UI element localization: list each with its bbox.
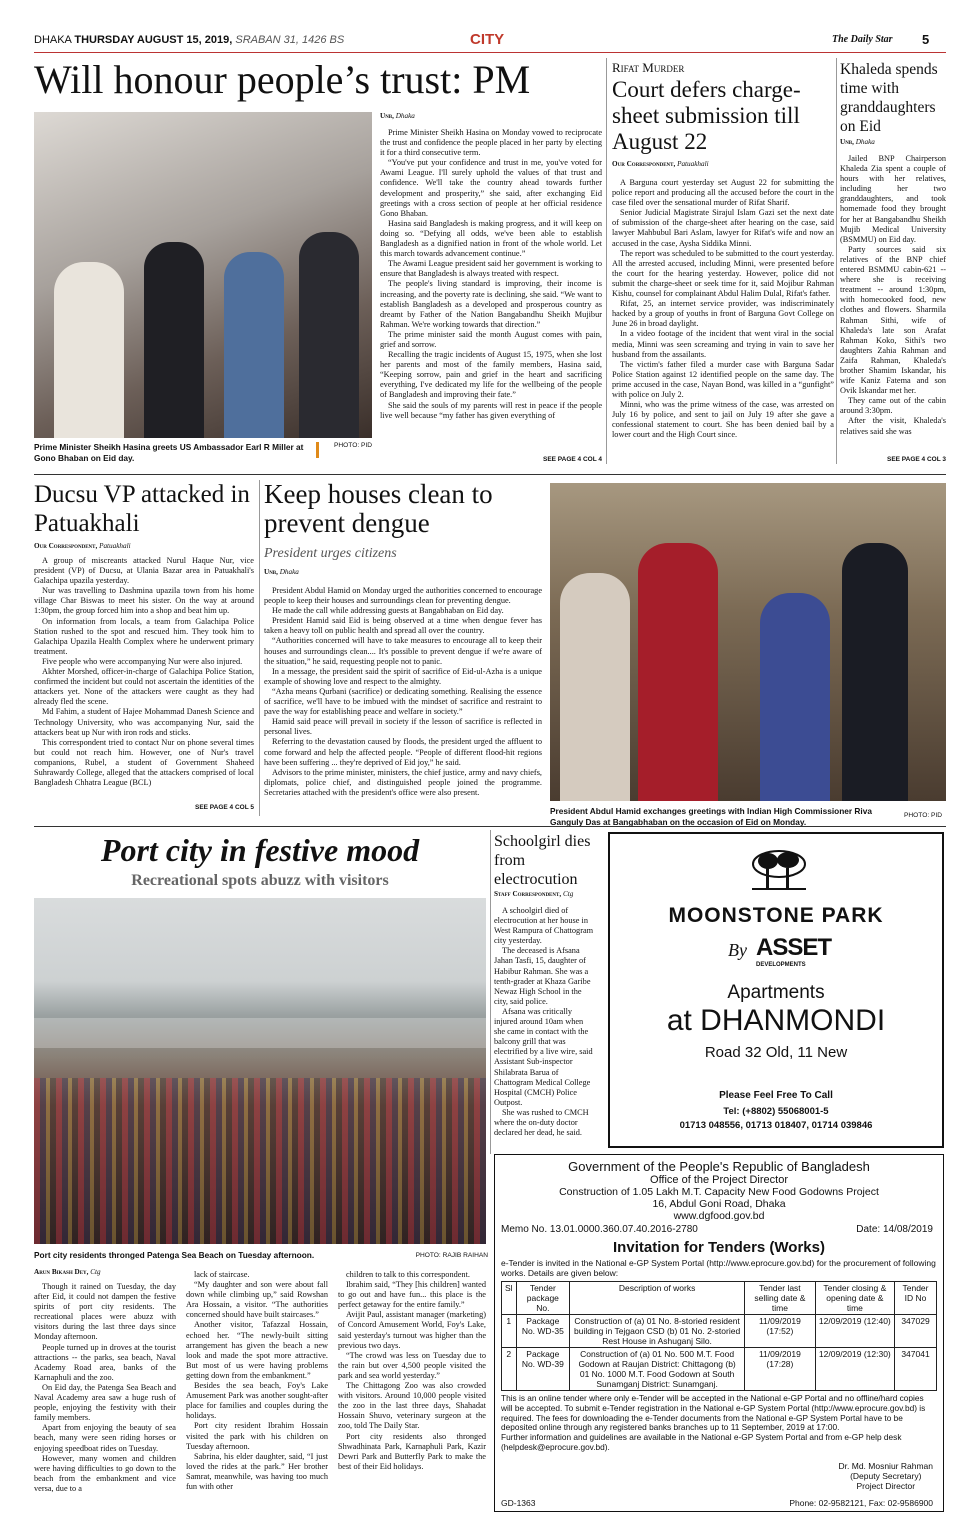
tender-gov: Government of the People's Republic of Bangladesh [568,1159,870,1174]
khaleda-jump: SEE PAGE 4 COL 3 [886,456,946,463]
rifat-byline: Our Correspondent, Patuakhali [612,160,709,168]
ad-tel: Tel: (+8802) 55068001-5 [723,1106,829,1117]
masthead-date: THURSDAY AUGUST 15, 2019, [74,34,233,46]
tender-signer-title: (Deputy Secretary) [850,1471,922,1481]
president-photo [550,483,946,801]
tender-memo: Memo No. 13.01.0000.360.07.40.2016-2780 [501,1224,698,1235]
column-rule [606,58,607,464]
dengue-subhead: President urges citizens [264,546,397,561]
port-body-col3: children to talk to this correspondent. Ibrahim said, “They [his children] wanted to go out and have fun... this place is the perfect getaway for the entire family.” Avijit Paul, assistant manager (marketing) of Concord Amusement World, Foy's Lake, said yesterday's turnout was higher than the previous two days. “The crowd was less on Tuesday due to the rain but over 4,500 people visited the park and sea world yesterday.” The Chittagong Zoo was also crowded with visitors. Around 10,000 people visited the zoo in the last three days, Shahadat Hossain Shuvo, veterinary surgeon at the zoo, told The Daily Star. Port city residents also thronged Shwadhinata Park, Karnaphuli Park, Kazir Dewri Park and Butterfly Park to make the best of their Eid holidays. [338,1270,486,1471]
tender-further: Further information and guidelines are available in the National e-GP System Portal and from e-GP help desk (helpdesk@eprocure.gov.bd). [501,1432,902,1452]
tender-signer: Dr. Md. Mosniur Rahman [838,1461,933,1471]
tender-signature [839,1461,933,1491]
pm-body: Prime Minister Sheikh Hasina on Monday vowed to reciprocate the trust and confidence the people placed in her party by electing it for a third consecutive term. “You've put your confidence and trust in me, you've voted for Awami League. I'll surely uphold the values of that trust and confidence. We'll take the country ahead towards further development and prosperity,” she said, after exchanging Eid greetings with a cross section of people at her official residence Gono Bhaban. Hasina said Bangladesh is making progress, and it will keep on doing so. “Defying all odds, we've been able to establish Bangladesh as a dignified nation in front of the whole world. Let this march towards advancement continue.” The Awami League president said her government is working to ensure that Bangladesh is always treated with respect. The people's living standard is improving, their income is increasing, and the poverty rate is declining, she said. “We want to establish Bangladesh as a developed and prosperous country as dreamt by Father of the Nation Bangabandhu Sheikh Mujibur Rahman. We're working towards that direction.” The prime minister said the month August comes with pain, grief and sorrow. Recalling the tragic incidents of August 15, 1975, when she lost her parents and most of the family members, Hasina said, “Keeping sorrow, pain and grief in the heart and sacrificing everything, I've dedicated my life for the wellbeing of the people of Bangladesh and improving their fate.” She said the souls of my parents will rest in peace if the people live well because “my father has given everything of [380,128,602,420]
column-rule [836,58,837,464]
header-description: Description of works [570,1282,745,1315]
schoolgirl-byline: Staff Correspondent, Ctg [494,890,574,898]
ducsu-byline: Our Correspondent, Patuakhali [34,542,131,550]
pm-photo-credit: PHOTO: PID [334,442,372,449]
masthead-rule [34,52,946,53]
ad-developer: ASSET [756,934,832,961]
ad-by: By [728,940,747,960]
ad-line2: at DHANMONDI [666,1004,886,1037]
pm-photo-caption: Prime Minister Sheikh Hasina greets US Ambassador Earl R Miller at Gono Bhaban on Eid day. [34,442,304,463]
dengue-body: President Abdul Hamid on Monday urged the authorities concerned to encourage people to keep their houses and surroundings clean for preventing dengue. He made the call while addressing guests at Bangabhaban on Eid day. President Hamid said Eid is being observed at a time when dengue fever has taken a heavy toll on public health and spread all over the country. “Authorities concerned will have to take measures to encourage all to keep their houses and surroundings clean.... It's possible to prevent dengue if we're aware of the situation,” he said, requesting people not to panic. In a message, the president said the spirit of sacrifice of Eid-ul-Azha is a unique example of showing love and respect to the almighty. “Azha means Qurbani (sacrifice) or dedicating something. Realising the essence of sacrifice, we'll have to be imbued with the mindset of sacrifice and restraint to pave the way for establishing peace and welfare in society.” Hamid said peace will prevail in society if the lesson of sacrifice is reflected in personal lives. Referring to the devastation caused by floods, the president urged the affluent to come forward and help the affected people. “People of different flood-hit regions have been suffering ... they're deprived of Eid joy,” he said. Advisors to the prime minister, ministers, the chief justice, army and navy chiefs, diplomats, police chief, and distinguished people joined the programme. Secretaries attached with the president's office were also present. [264,586,542,797]
table-row: 2 Package No. WD-39 Construction of (a) 01 No. 500 M.T. Food Godown at Raujan District: Chittagong (b) 01 No. 1000 M.T. Food Godown at South Sunamganj District: Sunamganj. 11/09/2019 (17:28) 12/09/2019 (12:30) 347041 [502,1348,937,1391]
tender-signer-role: Project Director [856,1481,916,1491]
paper-logo: The Daily Star [832,34,893,45]
pm-photo [34,112,372,438]
rifat-body: A Barguna court yesterday set August 22 for submitting the police report and producing all the accused before the court in the case filed over the sensational murder of Rifat Sharif. Senior Judicial Magistrate Sirajul Islam Gazi set the next date of submission of the charge-sheet after hearing on the case, said lawyer Mahbubul Bari Aslam, lawyer for Rifat's wife and now an accused in the case, Aysha Siddika Minni. The report was scheduled to be submitted to the court yesterday. All the arrested accused, including Minni, were presented before the court for the hearing yesterday. However, police did not submit the charge-sheet or seek time for it, said Mojibur Rahman Kishu, counsel for complainant Abdul Halim Dulal, Rifat's father. Rifat, 25, an internet service provider, was indiscriminately hacked by a group of youths in front of Barguna Govt College on June 26 in broad daylight. In a video footage of the incident that went viral in the social media, Minni was seen screaming and trying in vain to save her husband from the assailants. The victim's father filed a murder case with Barguna Sadar Police Station against 12 identified people on the same day. The prime accused in the case, Nayan Bond, was killed in a “gunfight” with police on July 2. Minni, who was the prime witness of the case, was arrested on July 16 by police, and sent to jail on July 19 after she gave a confessional statement to court. She has been denied bail by a lower court and the High Court since. [612,178,834,440]
table-row: 1 Package No. WD-35 Construction of (a) 01 No. 8-storied resident building in Tejgaon CSD (b) 01 No. 2-storied Rest House in Ashuganj Silo. 11/09/2019 (17:52) 12/09/2019 (12:40) 347029 [502,1315,937,1348]
tender-intro: e-Tender is invited in the National e-GP System Portal (http://www.eprocure.gov.bd) for the procurement of following works. Details are given below: [501,1258,936,1278]
schoolgirl-body: A schoolgirl died of electrocution at her house in West Rampura of Chattogram city yesterday. The deceased is Afsana Jahan Tasfi, 15, daughter of Habibur Rahman. She was a tenth-grader at Khaza Garibe Newaz High School in the city, said police. Afsana was critically injured around 10am when she came in contact with the balcony grill that was electrified by a live wire, said Assistant Sub-inspector Shilabrata Barua of Chattogram Medical College Hospital (CMCH) Police Outpost. She was rushed to CMCH where the on-duty doctor declared her dead, he said. [494,906,594,1138]
port-photo-credit: PHOTO: RAJIB RAIHAN [415,1252,488,1259]
rifat-kicker: Rifat Murder [612,60,685,75]
moonstone-ad [608,832,944,1148]
pm-headline: Will honour people’s trust: PM [34,57,531,102]
president-photo-credit: PHOTO: PID [904,812,942,819]
column-rule [490,830,491,1154]
masthead-city: DHAKA [34,34,72,46]
dengue-headline: Keep houses clean to prevent dengue [264,479,493,538]
tree-logo-icon [746,848,812,894]
schoolgirl-headline: Schoolgirl dies from electrocution [494,833,591,888]
ad-call: Please Feel Free To Call [719,1090,833,1101]
tender-address: 16, Abdul Goni Road, Dhaka [652,1198,786,1210]
port-headline: Port city in festive mood [100,832,420,868]
caption-marker [316,442,319,458]
ducsu-body: A group of miscreants attacked Nurul Haque Nur, vice president (VP) of Ducsu, at Ulania Bazar area in Patuakhali's Galachipa upazila yesterday. Nur was travelling to Dashmina upazila town from his home village Char Biswas to meet his sister. On the way at around 1:30pm, the group forced him into a shop and beat him up. On information from locals, a team from Galachipa Police Station rushed to the spot and rescued him. They took him to Galachipa Upazila Health Complex where he underwent primary treatment. Five people who were accompanying Nur were also injured. Akhter Morshed, officer-in-charge of Galachipa Police Station, confirmed the incident but could not ascertain the identities of the attackers yet. None of the attackers were caught as they had already fled the scene. Md Fahim, a student of Hajee Mohammad Danesh Science and Technology University, who was accompanying Nur, said the attackers beat up Nur with iron rods and sticks. This correspondent tried to contact Nur on phone several times but could not reach him. However, one of Nur's travel companions, Rubel, a student of Government Shaheed Suhrawardy College, alleged that the attackers comprised of local Bangladesh Chhatra League (BCL) [34,556,254,788]
masthead-bangla-date: SRABAN 31, 1426 BS [235,34,345,46]
header-tender-id: Tender ID No [895,1282,937,1315]
tender-note: This is an online tender where only e-Tender will be accepted in the National e-GP Portal and no offline/hard copies will be accepted. To submit e-Tender registration in the National e-GP System Portal (http://www.eprocure.gov.bd) is required. The fees for downloading the e-Tender documents from the National e-GP System Portal have to be deposited online through any registered banks branches up to 11 September, 2019 at 17:00. [501,1393,926,1433]
tender-date: Date: 14/08/2019 [856,1224,933,1235]
port-body-col2: lack of staircase. “My daughter and son were about fall down while climbing up,” said Rowshan Ara Hossain, a visitor. “The authorities concerned should have built staircases.” Another visitor, Tafazzal Hossain, echoed her. “The newly-built sitting arrangement has given the beach a new look and made the spot more attractive. But most of us were having problems getting down from the embankment.” Besides the sea beach, Foy's Lake Amusement Park was another sought-after place for families and couples during the holidays. Port city resident Ibrahim Hossain visited the park with his children on Tuesday afternoon. Sabrina, his elder daughter, said, “I just loved the rides at the park.” Her brother Samrat, meanwhile, was having too much fun with other [186,1270,328,1491]
khaleda-byline: Unb, Dhaka [840,138,875,146]
ad-brand: MOONSTONE PARK [668,904,884,927]
tender-office: Office of the Project Director [650,1174,788,1186]
header-package: Tender package No. [516,1282,570,1315]
section-divider [34,474,946,475]
tender-memo-row [501,1224,937,1237]
header-closing-date: Tender closing & opening date & time [815,1282,894,1315]
port-subhead: Recreational spots abuzz with visitors [131,872,389,889]
tender-phone: Phone: 02-9582121, Fax: 02-9586900 [789,1498,933,1508]
dengue-byline: Unb, Dhaka [264,568,299,576]
tender-project: Construction of 1.05 Lakh M.T. Capacity New Food Godowns Project [559,1186,879,1198]
header-sl: Sl [502,1282,517,1315]
tender-title: Invitation for Tenders (Works) [613,1239,825,1256]
tender-gd: GD-1363 [501,1498,536,1508]
port-photo-caption: Port city residents thronged Patenga Sea Beach on Tuesday afternoon. [34,1250,315,1260]
port-photo [34,898,486,1244]
president-photo-caption: President Abdul Hamid exchanges greetings with Indian High Commissioner Riva Ganguly Das at Bangabhaban on the occasion of Eid on Monday. [550,806,872,827]
ad-developer-sub: DEVELOPMENTS [756,962,806,968]
port-byline: Arun Bikash Dey, Ctg [34,1268,101,1276]
ducsu-headline: Ducsu VP attacked in Patuakhali [34,481,250,537]
ducsu-jump: SEE PAGE 4 COL 5 [194,804,254,811]
masthead [34,31,946,52]
tender-table-header [502,1282,937,1315]
header-selling-date: Tender last selling date & time [745,1282,816,1315]
rifat-headline: Court defers charge-sheet submission till August 22 [612,77,801,154]
page-number: 5 [922,32,930,47]
column-rule [259,480,260,816]
ad-line1: Apartments [727,982,825,1003]
section-divider [34,826,946,827]
pm-byline: Unb, Dhaka [380,112,415,120]
pm-jump: SEE PAGE 4 COL 4 [542,456,602,463]
port-body-col1: Though it rained on Tuesday, the day after Eid, it could not dampen the festive spirits of port city residents. The recreational places were abuzz with visitors during the last three days since Monday afternoon. People turned up in droves at the tourist attractions -- the parks, sea beach, Naval Academy Road area, banks of the Karnaphuli and the zoo. On Eid day, the Patenga Sea Beach and Naval Academy area saw a huge rush of people, enjoying the festivity with their family members. Apart from enjoying the beauty of sea beach, many were seen riding horses or enjoying speedboat rides on Tuesday. However, many women and children were having difficulties to go down to the beach from the embankment and vice versa, due to a [34,1282,176,1493]
tender-web[interactable]: www.dgfood.gov.bd [673,1210,765,1222]
tender-table [501,1281,937,1391]
tender-notice [494,1154,944,1512]
khaleda-body: Jailed BNP Chairperson Khaleda Zia spent a couple of hours with her relatives, including her two granddaughters, and took homemade food they brought for her at Bangabandhu Sheikh Mujib Medical University (BSMMU) on Eid day. Party sources said six relatives of the BNP chief entered BSMMU cabin-621 -- where she is receiving treatment -- around 1:30pm, with homecooked food, new clothes and flowers. Sharmila Rahman Sithi, wife of Khaleda's late son Arafat Rahman Koko, Sithi's two daughters Zahia Rahman and Zaifa Rahman, Khaleda's brother Shamim Iskandar, his wife Kaniz Fatema and son Ovik Iskandar met her. They came out of the cabin around 3:30pm. After the visit, Khaleda's relatives said she was [840,154,946,436]
ad-mobiles: 01713 048556, 01713 018407, 01714 039846 [679,1120,873,1131]
ad-line3: Road 32 Old, 11 New [704,1044,848,1061]
khaleda-headline: Khaleda spends time with granddaughters on Eid [840,61,938,135]
section-label: CITY [470,31,505,48]
